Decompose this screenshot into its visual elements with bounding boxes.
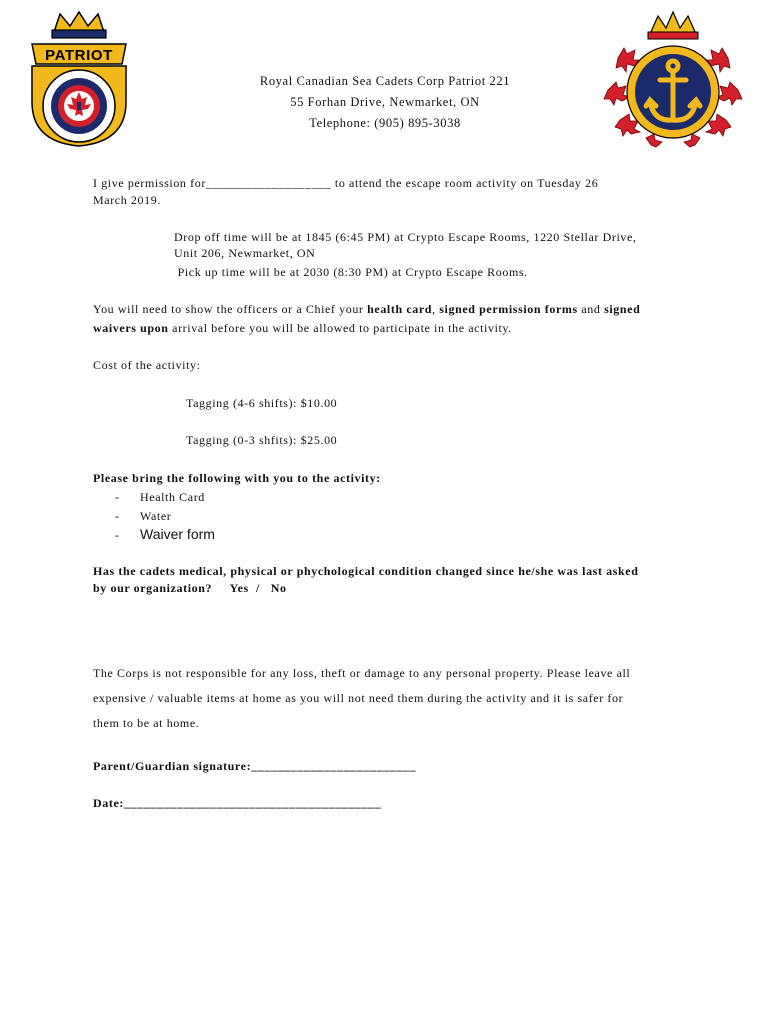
disclaimer-line-1: The Corps is not responsible for any loss, theft or damage to any personal property. Please leave all <box>93 666 631 680</box>
requirements-text: and <box>577 302 605 316</box>
bring-item <box>115 490 205 505</box>
bring-heading: Please bring the following with you to the activity: <box>93 471 381 485</box>
signed-emphasis: signed <box>604 302 641 316</box>
requirements-line-1 <box>93 302 640 317</box>
medical-question-line-2: by our organization? Yes / No <box>93 581 287 595</box>
bring-item-text: Waiver form <box>140 526 215 542</box>
header-telephone: Telephone: (905) 895-3038 <box>309 116 461 130</box>
permission-forms-emphasis: signed permission forms <box>439 302 578 316</box>
cost-label: Cost of the activity: <box>93 358 201 372</box>
cost-item-2: Tagging (0-3 shfits): $25.00 <box>186 433 338 447</box>
pickup-line: Pick up time will be at 2030 (8:30 PM) at Crypto Escape Rooms. <box>174 265 528 279</box>
dropoff-line-1: Drop off time will be at 1845 (6:45 PM) at Crypto Escape Rooms, 1220 Stellar Drive, <box>174 230 637 244</box>
bring-item-text: Water <box>140 509 172 523</box>
disclaimer-line-3: them to be at home. <box>93 716 200 730</box>
cost-item-1: Tagging (4-6 shifts): $10.00 <box>186 396 338 410</box>
ship-name-text: PATRIOT <box>45 47 113 64</box>
requirements-text: You will need to show the officers or a Chief your <box>93 302 368 316</box>
guardian-signature-field: Parent/Guardian signature:_________________________ <box>93 759 417 773</box>
health-card-emphasis: health card <box>367 302 433 316</box>
permission-line-1: I give permission for___________________ to attend the escape room activity on Tuesday 26 <box>93 176 599 190</box>
permission-line-2: March 2019. <box>93 193 161 207</box>
header-address: 55 Forhan Drive, Newmarket, ON <box>290 95 480 109</box>
header-org-name: Royal Canadian Sea Cadets Corp Patriot 221 <box>259 74 511 88</box>
bullet-dash: - <box>115 490 120 504</box>
requirements-text: , <box>432 302 440 316</box>
bullet-dash: - <box>115 528 120 542</box>
waivers-emphasis: waivers upon <box>93 321 169 335</box>
requirements-text: arrival before you will be allowed to participate in the activity. <box>168 321 512 335</box>
bring-item <box>115 526 215 543</box>
crown-icon <box>52 12 106 38</box>
medical-question-line-1: Has the cadets medical, physical or phychological condition changed since he/she was last asked <box>93 564 639 578</box>
bring-item-text: Health Card <box>140 490 205 504</box>
requirements-line-2 <box>93 321 512 336</box>
bring-item <box>115 509 171 524</box>
disclaimer-line-2: expensive / valuable items at home as you will not need them during the activity and it is safer for <box>93 691 624 705</box>
crown-icon <box>648 12 698 39</box>
dropoff-line-2: Unit 206, Newmarket, ON <box>174 246 316 260</box>
date-field: Date:_______________________________________ <box>93 796 382 810</box>
bullet-dash: - <box>115 509 120 523</box>
